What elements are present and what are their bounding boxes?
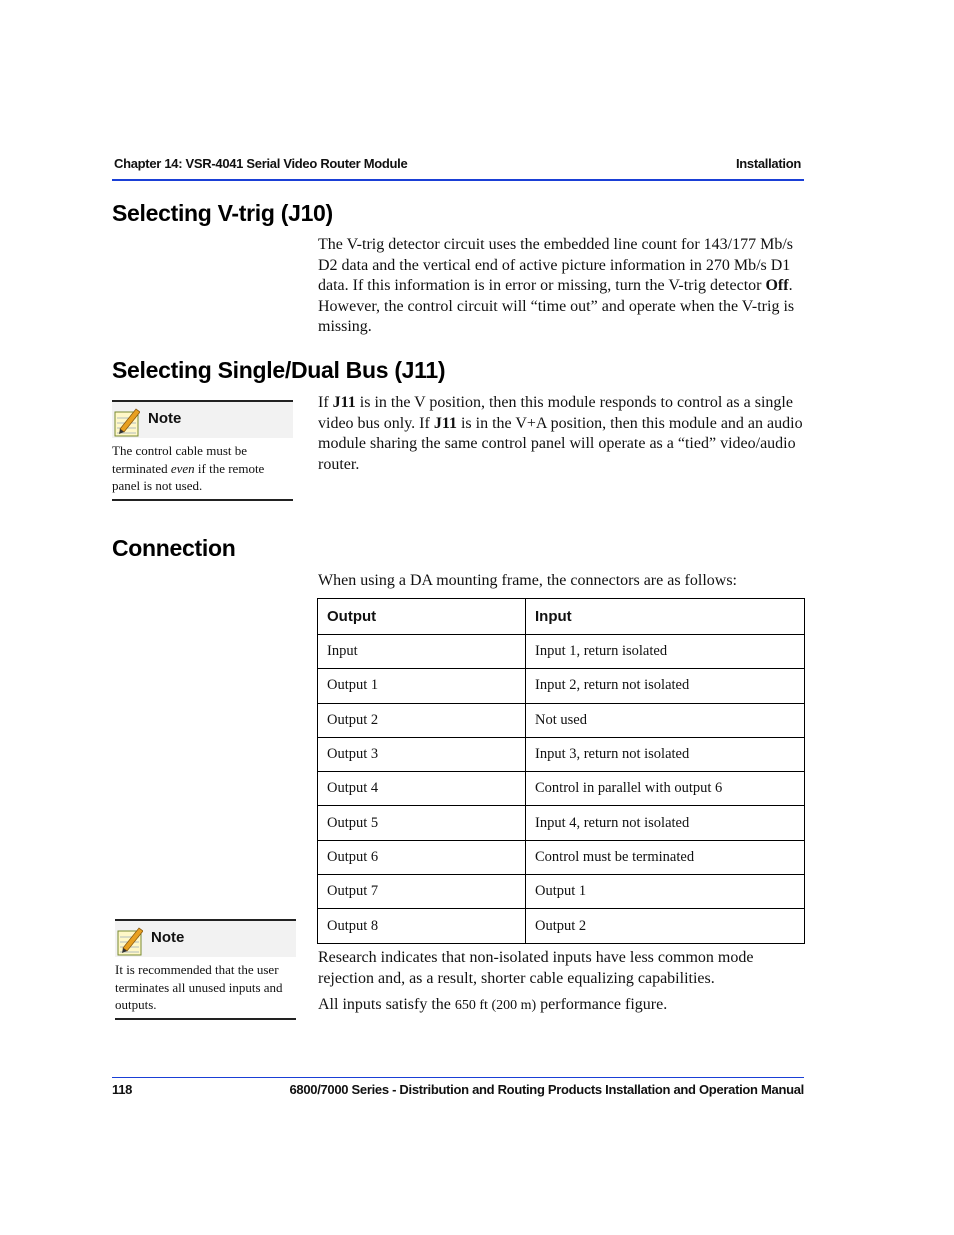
table-row xyxy=(318,669,805,703)
running-header-chapter: Chapter 14: VSR-4041 Serial Video Router Module xyxy=(114,156,408,171)
non-isolated-paragraph: Research indicates that non-isolated inputs have less common mode rejection and, as a result, shorter cable equalizing capabilities. xyxy=(318,949,754,987)
table-row xyxy=(318,635,805,669)
cell-input: Input 3, return not isolated xyxy=(526,737,805,771)
cell-output: Output 2 xyxy=(318,703,526,737)
cell-input: Input 4, return not isolated xyxy=(526,806,805,840)
pencil-note-icon xyxy=(117,926,143,956)
connector-table xyxy=(317,598,805,944)
page-number: 118 xyxy=(112,1082,133,1097)
footer-rule xyxy=(112,1077,804,1078)
cell-output: Output 1 xyxy=(318,669,526,703)
table-row xyxy=(318,772,805,806)
note-box-control-cable xyxy=(112,400,293,501)
vtrig-paragraph: The V-trig detector circuit uses the embedded line count for 143/177 Mb/s D2 data and the vertical end of active picture information in 270 Mb/s D1 data. If this information is in error or missing, turn the V-trig detector Off. However, the control circuit will “time out” and operate when the V-trig is missing. xyxy=(318,236,795,335)
table-row xyxy=(318,909,805,943)
connection-heading: Connection xyxy=(112,535,236,561)
note-box-terminate-unused xyxy=(115,919,296,1020)
cell-output: Output 3 xyxy=(318,737,526,771)
column-header-output: Output xyxy=(318,599,526,635)
cell-input: Input 2, return not isolated xyxy=(526,669,805,703)
note-label: Note xyxy=(148,410,182,427)
note-label: Note xyxy=(151,929,185,946)
cell-input: Output 1 xyxy=(526,875,805,909)
bus-paragraph: If J11 is in the V position, then this module responds to control as a single video bus only. If J11 is in the V+A position, then this module and an audio module sharing the same control panel will operate as a “tied” video/audio router. xyxy=(318,394,803,473)
header-rule xyxy=(112,179,804,181)
cell-input: Control must be terminated xyxy=(526,840,805,874)
cell-output: Output 6 xyxy=(318,840,526,874)
cell-output: Output 4 xyxy=(318,772,526,806)
table-row xyxy=(318,875,805,909)
cell-output: Output 7 xyxy=(318,875,526,909)
cell-input: Not used xyxy=(526,703,805,737)
pencil-note-icon xyxy=(114,407,140,437)
table-row xyxy=(318,703,805,737)
bus-heading: Selecting Single/Dual Bus (J11) xyxy=(112,357,446,383)
vtrig-heading: Selecting V-trig (J10) xyxy=(112,200,333,226)
cell-output: Output 8 xyxy=(318,909,526,943)
running-header-section: Installation xyxy=(735,156,801,171)
cell-output: Input xyxy=(318,635,526,669)
cell-output: Output 5 xyxy=(318,806,526,840)
table-header-row xyxy=(318,599,805,635)
performance-paragraph: All inputs satisfy the 650 ft (200 m) performance figure. xyxy=(318,996,668,1013)
table-row xyxy=(318,840,805,874)
connection-intro: When using a DA mounting frame, the connectors are as follows: xyxy=(318,572,737,589)
table-row xyxy=(318,806,805,840)
cell-input: Output 2 xyxy=(526,909,805,943)
note-text: The control cable must be terminated even if the remote panel is not used. xyxy=(112,443,265,493)
cell-input: Control in parallel with output 6 xyxy=(526,772,805,806)
manual-title: 6800/7000 Series - Distribution and Routing Products Installation and Operation Manual xyxy=(289,1082,804,1097)
cell-input: Input 1, return isolated xyxy=(526,635,805,669)
table-row xyxy=(318,737,805,771)
column-header-input: Input xyxy=(526,599,805,635)
note-text: It is recommended that the user terminates all unused inputs and outputs. xyxy=(115,962,283,1012)
